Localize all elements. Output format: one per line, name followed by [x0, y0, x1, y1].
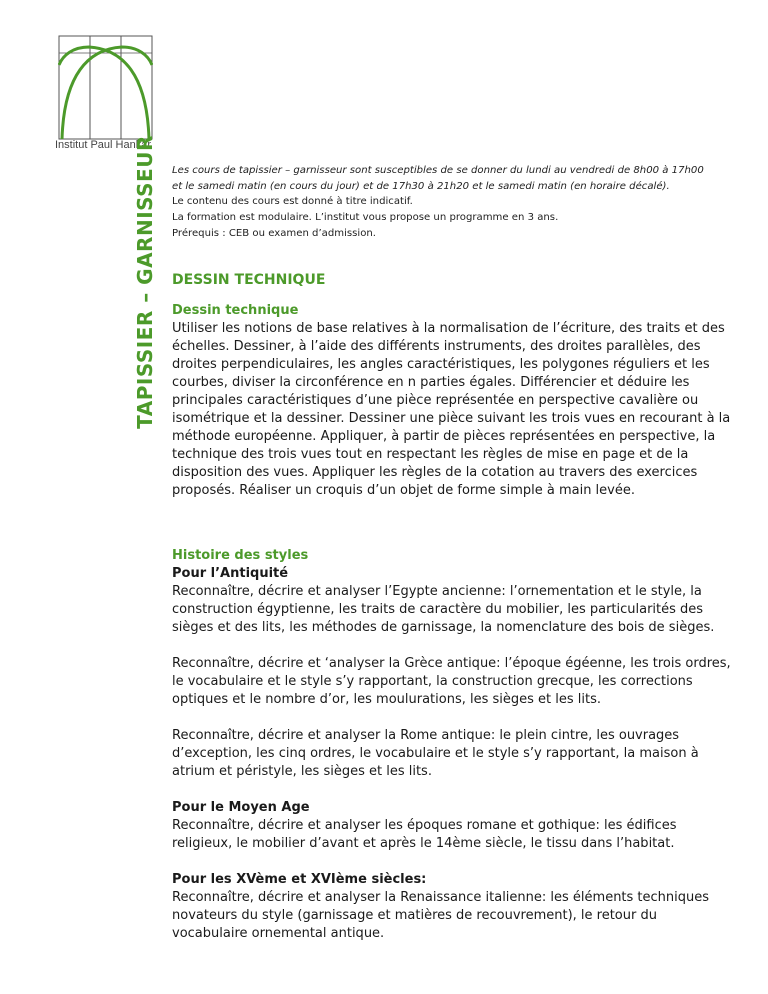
paragraph: Reconnaître, décrire et analyser les époques romane et gothique: les édifices religieux, le mobilier d’avant et après le 14ème siècle, le tissu dans l’habitat. — [172, 818, 677, 851]
intro-line: Les cours de tapissier – garnisseur sont susceptibles de se donner du lundi au vendredi de 8h00 à 17h00 — [172, 165, 704, 176]
period-heading: Pour le Moyen Age — [172, 800, 310, 815]
section-title: DESSIN TECHNIQUE — [172, 272, 326, 288]
period-heading: Pour les XVème et XVIème siècles: — [172, 872, 427, 887]
paragraph: Utiliser les notions de base relatives à la normalisation de l’écriture, des traits et des échelles. Dessiner, à l’aide des différents instruments, des droites parallèles, des droites perpendiculaires, les angles caractéristiques, les polygones réguliers et les courbes, diviser la circonférence en n parties égales. Différencier et déduire les principales caractéristiques d’une pièce représentée en perspective cavalière ou isométrique et la dessiner. Dessiner une pièce suivant les trois vues en recourant à la méthode européenne. Appliquer, à partir de pièces représentées en perspective, la technique des trois vues tout en respectant les règles de mise en page et de la disposition des vues. Appliquer les règles de la cotation au travers des exercices proposés. Réaliser un croquis d’un objet de forme simple à main levée. — [172, 321, 731, 498]
intro-line: et le samedi matin (en cours du jour) et de 17h30 à 21h20 et le samedi matin (en horaire décalé). — [172, 180, 670, 192]
subsection-heading: Histoire des styles — [172, 548, 309, 563]
period-heading: Pour l’Antiquité — [172, 566, 289, 581]
intro-line: Prérequis : CEB ou examen d’admission. — [172, 227, 376, 239]
intro-block — [172, 163, 732, 242]
main-content — [172, 270, 732, 943]
intro-line: La formation est modulaire. L’institut vous propose un programme en 3 ans. — [172, 212, 559, 224]
vertical-title: TAPISSIER – GARNISSEUR — [133, 135, 157, 429]
paragraph: Reconnaître, décrire et analyser la Renaissance italienne: les éléments techniques novateurs du style (garnissage et matières de recouvrement), le retour du vocabulaire ornemental antique. — [172, 890, 710, 941]
subsection-heading: Dessin technique — [172, 303, 299, 318]
paragraph: Reconnaître, décrire et analyser la Rome antique: le plein cintre, les ouvrages d’exception, les cinq ordres, le vocabulaire et le style s’y rapportant, la maison à atrium et péristyle, les sièges et les lits. — [172, 728, 699, 779]
intro-line: Le contenu des cours est donné à titre indicatif. — [172, 196, 413, 208]
logo-caption: Institut Paul Hankar — [55, 139, 151, 151]
paragraph: Reconnaître, décrire et analyser l’Egypte ancienne: l’ornementation et le style, la construction égyptienne, les traits de caractère du mobilier, les particularités des sièges et des lits, les méthodes de garnissage, la nomenclature des bois de sièges. — [172, 584, 715, 635]
institute-logo — [58, 35, 153, 140]
paragraph: Reconnaître, décrire et ‘analyser la Grèce antique: l’époque égéenne, les trois ordres, le vocabulaire et le style s’y rapportant, la construction grecque, les corrections optiques et le nombre d’or, les moulurations, les sièges et les lits. — [172, 656, 731, 707]
